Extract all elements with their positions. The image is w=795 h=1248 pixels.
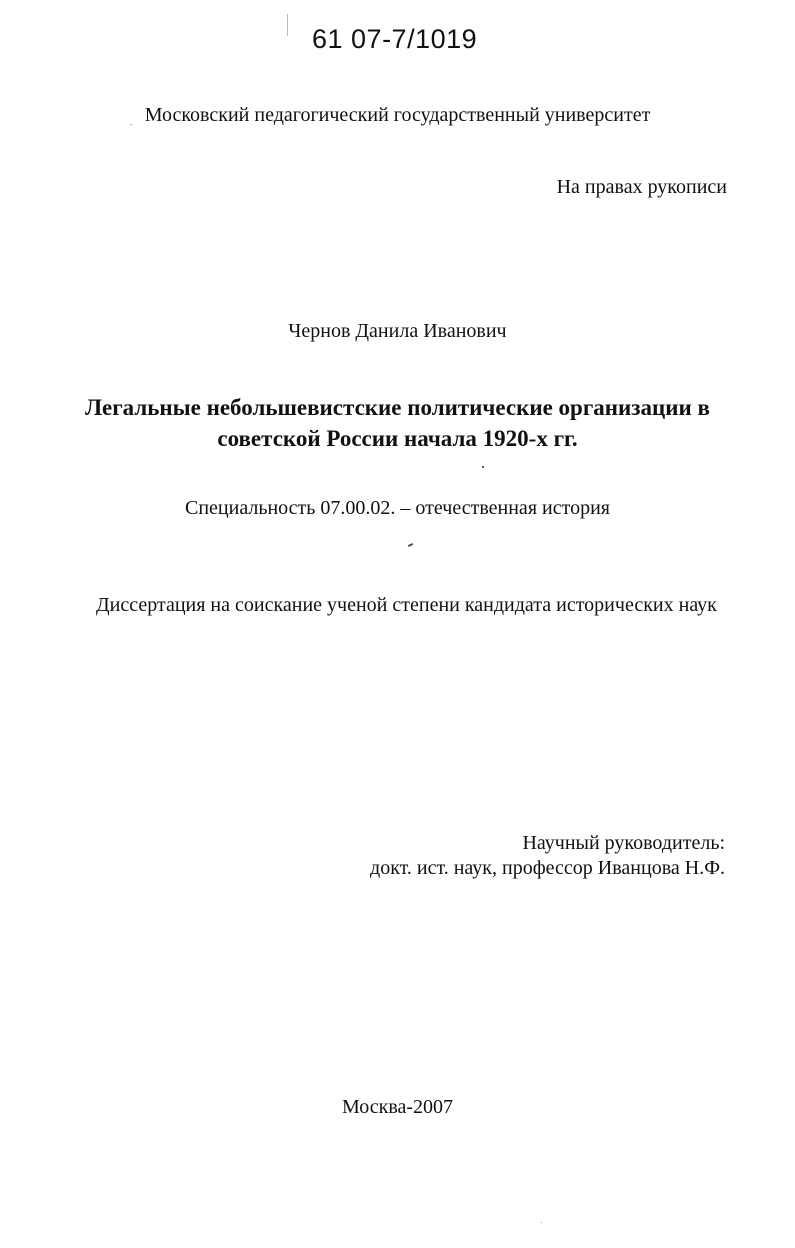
thesis-title-line-2: советской России начала 1920-х гг. (217, 426, 578, 451)
scan-artifact (541, 1222, 542, 1223)
manuscript-note: На правах рукописи (556, 176, 727, 198)
supervisor-label: Научный руководитель: (522, 832, 725, 854)
author-name: Чернов Данила Иванович (288, 320, 507, 342)
university-name: Московский педагогический государственный университет (144, 104, 651, 126)
thesis-title (0, 392, 795, 454)
scan-artifact (287, 14, 288, 36)
scan-artifact (482, 466, 484, 468)
supervisor-name: докт. ист. наук, профессор Иванцова Н.Ф. (370, 857, 725, 879)
specialty: Специальность 07.00.02. – отечественная история (185, 497, 610, 519)
scan-artifact (408, 543, 413, 547)
catalog-number: 61 07-7/1019 (312, 24, 478, 54)
city-year: Москва-2007 (341, 1096, 454, 1118)
thesis-title-line-1: Легальные небольшевистские политические организации в (85, 395, 710, 420)
degree-statement: Диссертация на соискание ученой степени кандидата исторических наук (96, 594, 717, 616)
